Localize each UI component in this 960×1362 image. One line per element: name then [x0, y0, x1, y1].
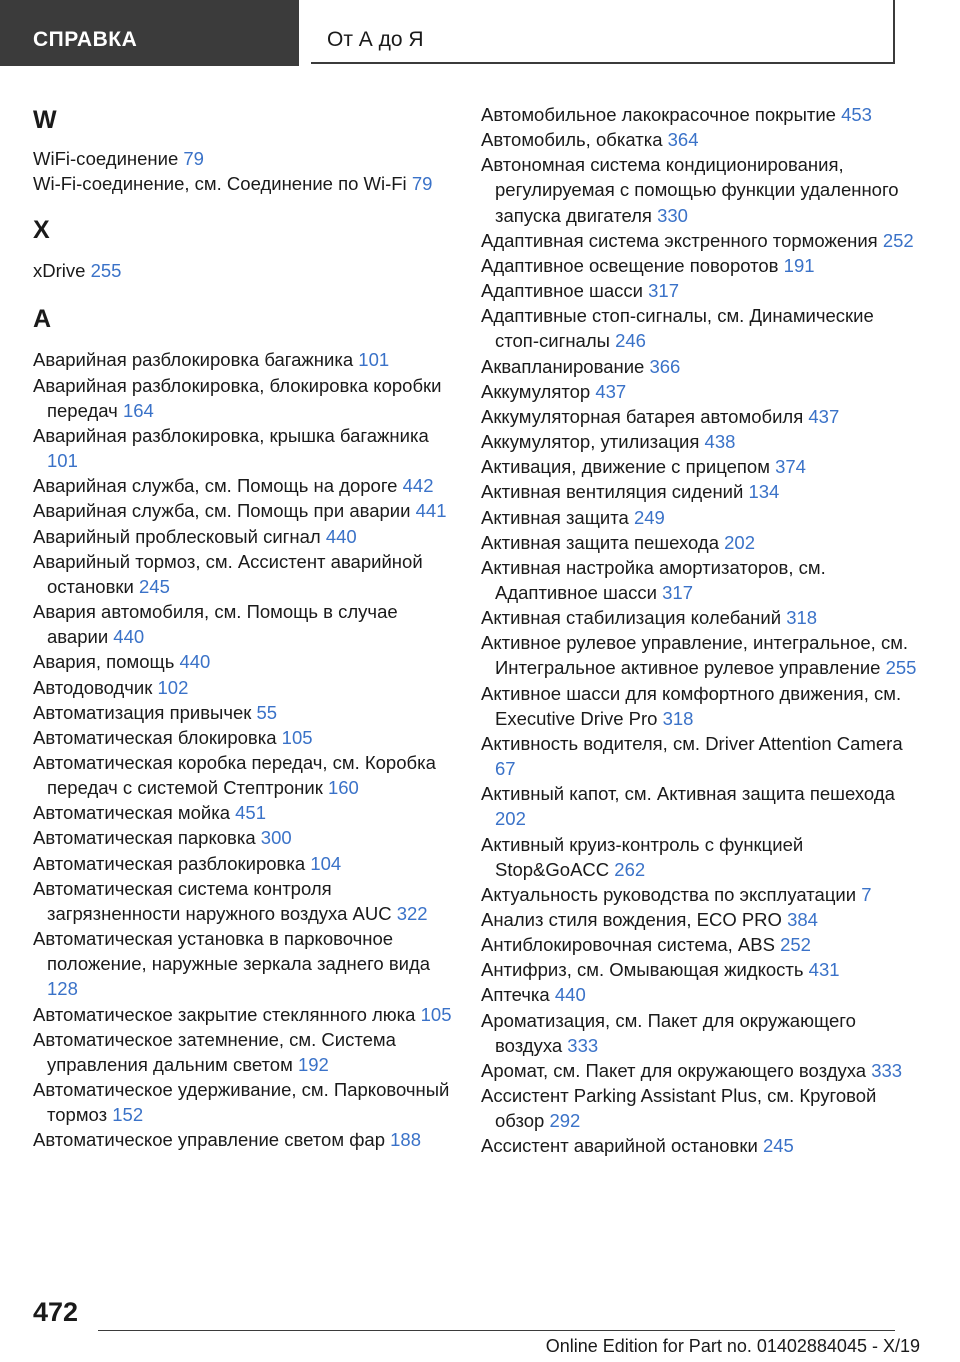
index-entry-text: Wi-Fi-соединение, см. Соединение по Wi-Fi — [33, 173, 407, 195]
index-group-a-right — [481, 102, 921, 1159]
index-entry — [481, 555, 921, 605]
index-entry-page-link[interactable]: 245 — [762, 1135, 794, 1157]
index-entry-page-link[interactable]: 440 — [179, 651, 211, 673]
index-entry-text: Автоматическая парковка — [33, 827, 256, 849]
index-column-left — [33, 100, 453, 1152]
index-entry-page-link[interactable]: 440 — [325, 525, 357, 547]
index-entry-text: Аварийная служба, см. Помощь на дороге — [33, 475, 398, 497]
index-entry — [33, 1002, 453, 1027]
index-entry — [33, 800, 453, 825]
index-entry-page-link[interactable]: 333 — [567, 1034, 599, 1056]
index-entry — [33, 549, 453, 599]
index-entry — [33, 825, 453, 850]
index-entry-page-link[interactable]: 252 — [882, 229, 914, 251]
index-entry-text: Ассистент аварийной остановки — [481, 1135, 758, 1157]
index-entry-text: Аптечка — [481, 984, 550, 1006]
index-entry-page-link[interactable]: 364 — [667, 129, 699, 151]
index-entry — [33, 750, 453, 800]
index-entry-page-link[interactable]: 384 — [787, 909, 818, 930]
index-entry-page-link[interactable]: 101 — [358, 349, 390, 371]
index-entry — [481, 253, 921, 278]
index-entry-text: Автоматизация привычек — [33, 701, 252, 723]
index-entry-page-link[interactable]: 318 — [662, 707, 694, 729]
index-entry — [481, 781, 921, 831]
page-header — [0, 0, 960, 66]
index-entry-text: Аварийная разблокировка, блокировка коробки передач — [33, 374, 442, 421]
index-entry-text: Адаптивное шасси — [481, 280, 643, 302]
index-entry-text: Активная защита пешехода — [481, 531, 719, 553]
index-entry-text: Активный круиз-контроль с функцией Stop&GoACC — [481, 833, 804, 880]
index-entry-text: Автоматическая мойка — [33, 802, 230, 824]
index-entry — [33, 725, 453, 750]
index-letter-w: W — [33, 106, 57, 134]
index-entry — [33, 599, 453, 649]
index-entry-page-link[interactable]: 255 — [885, 657, 917, 679]
index-entry-text: Аварийный проблесковый сигнал — [33, 525, 321, 547]
index-entry-text: Автоматическая блокировка — [33, 726, 277, 748]
index-entry-page-link[interactable]: 202 — [495, 808, 526, 830]
index-entry — [481, 379, 921, 404]
index-entry-page-link[interactable]: 431 — [808, 959, 840, 981]
index-entry-text: Автономная система кондиционирования, регулируемая с помощью функции удаленного запуска двигателя — [481, 154, 899, 226]
index-entry — [481, 630, 921, 680]
index-entry — [481, 479, 921, 504]
index-entry-text: Ароматизация, см. Пакет для окружающего воздуха — [481, 1009, 856, 1056]
index-entry — [33, 700, 453, 725]
index-entry — [33, 473, 453, 498]
index-entry-page-link[interactable]: 192 — [297, 1053, 329, 1075]
index-entry — [33, 1127, 453, 1152]
index-entry-text: Активная защита — [481, 506, 629, 528]
index-group-w — [33, 146, 453, 196]
index-entry-page-link[interactable]: 105 — [281, 726, 313, 748]
index-entry-text: Аккумуляторная батарея автомобиля — [481, 405, 804, 427]
section-tab: СПРАВКА — [0, 0, 299, 66]
index-entry-page-link[interactable]: 322 — [396, 902, 428, 924]
index-entry-page-link[interactable]: 438 — [704, 431, 736, 453]
index-letter-x: X — [33, 216, 50, 245]
index-entry — [33, 1077, 453, 1127]
index-entry — [481, 982, 921, 1007]
index-entry-page-link[interactable]: 79 — [411, 173, 433, 195]
index-entry-text: Автоматическая система контроля загрязненности наружного воздуха AUC — [33, 877, 392, 924]
index-entry — [33, 347, 453, 372]
index-entry — [481, 354, 921, 379]
index-entry — [33, 258, 453, 283]
index-entry-text: Автоматическая разблокировка — [33, 852, 306, 874]
index-entry-text: Активное шасси для комфортного движения, см. Executive Drive Pro — [481, 682, 902, 729]
index-entry — [481, 278, 921, 303]
chapter-tab: От А до Я — [311, 0, 895, 64]
index-entry-page-link[interactable]: 252 — [780, 934, 811, 956]
index-entry-text: Аквапланирование — [481, 355, 645, 377]
index-entry-page-link[interactable]: 451 — [235, 802, 266, 824]
footer-divider — [98, 1330, 895, 1331]
index-entry-page-link[interactable]: 437 — [595, 380, 627, 402]
index-entry-text: Актуальность руководства по эксплуатации — [481, 883, 857, 905]
index-entry — [481, 957, 921, 982]
index-entry-text: Активное рулевое управление, интегральное, см. Интегральное активное рулевое управление — [481, 632, 909, 679]
index-entry — [33, 1027, 453, 1077]
index-entry-text: Активная стабилизация колебаний — [481, 607, 782, 629]
index-entry — [481, 1008, 921, 1058]
index-entry-text: Активная вентиляция сидений — [481, 481, 744, 503]
index-entry-text: Аварийная разблокировка, крышка багажника — [33, 424, 429, 446]
index-entry — [33, 851, 453, 876]
index-entry-text: Активный капот, см. Активная защита пешехода — [481, 783, 895, 805]
index-entry-page-link[interactable]: 317 — [648, 280, 679, 302]
index-entry-text: Автоматическое удерживание, см. Парковочный тормоз — [33, 1079, 450, 1126]
index-entry-page-link[interactable]: 437 — [808, 405, 840, 427]
index-entry — [481, 932, 921, 957]
index-entry-page-link[interactable]: 55 — [256, 701, 278, 723]
index-entry — [481, 303, 921, 353]
index-entry-text: Авария, помощь — [33, 651, 175, 673]
index-entry-page-link[interactable]: 440 — [113, 626, 145, 648]
index-entry-text: Автомобильное лакокрасочное покрытие — [481, 104, 836, 125]
index-entry — [481, 832, 921, 882]
index-entry-text: Автоматическое затемнение, см. Система управления дальним светом — [33, 1028, 396, 1075]
index-entry-page-link[interactable]: 128 — [47, 978, 78, 1000]
index-entry-page-link[interactable]: 202 — [724, 531, 756, 553]
index-letter-a: A — [33, 305, 52, 334]
index-entry-page-link[interactable]: 7 — [861, 883, 872, 905]
index-entry-text: Автоматическая установка в парковочное положение, наружные зеркала заднего вида — [33, 928, 431, 975]
index-group-a-left — [33, 347, 453, 1152]
index-column-right — [481, 102, 921, 1159]
index-entry — [33, 373, 453, 423]
index-entry-text: Автодоводчик — [33, 676, 153, 698]
index-entry — [481, 731, 921, 781]
index-entry-page-link[interactable]: 191 — [783, 254, 815, 276]
index-entry — [481, 429, 921, 454]
index-entry-page-link[interactable]: 330 — [657, 204, 688, 226]
index-entry-text: Автомобиль, обкатка — [481, 129, 663, 151]
index-entry-page-link[interactable]: 246 — [615, 330, 646, 352]
index-entry — [33, 423, 453, 473]
index-entry-page-link[interactable]: 442 — [402, 475, 434, 497]
index-entry-text: Адаптивная система экстренного торможения — [481, 229, 878, 251]
index-entry-page-link[interactable]: 102 — [157, 676, 189, 698]
index-entry-page-link[interactable]: 104 — [310, 852, 342, 874]
index-entry-page-link[interactable]: 440 — [554, 984, 586, 1006]
index-entry-page-link[interactable]: 255 — [90, 260, 122, 282]
footer-edition: Online Edition for Part no. 01402884045 - X/19 — [545, 1336, 920, 1356]
index-entry — [481, 907, 921, 932]
index-entry-text: Активность водителя, см. Driver Attention Camera — [481, 732, 903, 754]
index-entry-text: Аккумулятор — [481, 380, 591, 402]
page-number: 472 — [33, 1297, 79, 1327]
index-entry — [33, 649, 453, 674]
index-entry — [481, 882, 921, 907]
index-entry-page-link[interactable]: 101 — [47, 450, 78, 472]
index-entry — [481, 681, 921, 731]
index-entry-text: Аромат, см. Пакет для окружающего воздуха — [481, 1059, 867, 1081]
index-entry-page-link[interactable]: 333 — [871, 1059, 903, 1081]
index-entry-page-link[interactable]: 318 — [786, 607, 818, 629]
index-entry-text: Анализ стиля вождения, ECO PRO — [481, 909, 782, 930]
index-entry — [481, 152, 921, 227]
index-entry — [481, 605, 921, 630]
index-entry-page-link[interactable]: 67 — [495, 758, 516, 780]
index-entry-page-link[interactable]: 245 — [139, 575, 170, 597]
index-entry — [481, 1058, 921, 1083]
index-entry-page-link[interactable]: 79 — [183, 148, 204, 169]
index-entry-text: Адаптивное освещение поворотов — [481, 254, 779, 276]
index-entry-text: Автоматическая коробка передач, см. Коробка передач с системой Стептроник — [33, 751, 436, 799]
index-entry — [481, 1083, 921, 1133]
index-entry-text: Адаптивные стоп-сигналы, см. Динамические стоп-сигналы — [481, 305, 874, 352]
index-entry-text: xDrive — [33, 260, 86, 282]
index-entry-page-link[interactable]: 300 — [260, 827, 292, 849]
index-entry-page-link[interactable]: 453 — [841, 104, 872, 125]
index-entry — [481, 530, 921, 555]
index-entry-page-link[interactable]: 105 — [420, 1003, 452, 1025]
index-entry-text: Автоматическое управление светом фар — [33, 1129, 385, 1151]
index-entry-text: Автоматическое закрытие стеклянного люка — [33, 1003, 416, 1025]
index-entry-page-link[interactable]: 366 — [649, 355, 681, 377]
index-entry-page-link[interactable]: 317 — [662, 581, 693, 603]
index-entry-text: Антиблокировочная система, ABS — [481, 934, 775, 956]
index-entry — [481, 454, 921, 479]
index-entry — [33, 146, 453, 171]
index-group-x — [33, 258, 453, 283]
index-entry-page-link[interactable]: 262 — [614, 858, 646, 880]
index-entry-page-link[interactable]: 249 — [633, 506, 665, 528]
index-entry-text: Ассистент Parking Assistant Plus, см. Круговой обзор — [481, 1085, 877, 1132]
index-entry-page-link[interactable]: 160 — [327, 777, 359, 799]
index-entry-text: Аварийная служба, см. Помощь при аварии — [33, 500, 411, 522]
index-entry-page-link[interactable]: 134 — [748, 481, 780, 503]
index-entry-text: WiFi-соединение — [33, 148, 179, 169]
index-entry-page-link[interactable]: 374 — [775, 456, 806, 478]
index-entry — [481, 228, 921, 253]
index-entry-text: Антифриз, см. Омывающая жидкость — [481, 959, 804, 981]
index-entry-page-link[interactable]: 292 — [549, 1110, 581, 1132]
index-entry-text: Аварийный тормоз, см. Ассистент аварийной остановки — [33, 550, 423, 597]
index-entry-text: Аккумулятор, утилизация — [481, 431, 700, 453]
index-entry — [33, 926, 453, 1001]
index-entry-text: Аварийная разблокировка багажника — [33, 349, 354, 371]
index-entry-page-link[interactable]: 152 — [112, 1104, 144, 1126]
index-entry — [33, 876, 453, 926]
index-entry — [33, 524, 453, 549]
index-entry-text: Авария автомобиля, см. Помощь в случае аварии — [33, 601, 398, 648]
index-entry-text: Активная настройка амортизаторов, см. Адаптивное шасси — [481, 556, 826, 603]
index-entry-page-link[interactable]: 441 — [415, 500, 447, 522]
index-entry-page-link[interactable]: 188 — [390, 1129, 422, 1151]
index-entry — [481, 404, 921, 429]
index-entry — [481, 127, 921, 152]
index-entry — [33, 675, 453, 700]
index-entry — [481, 1133, 921, 1158]
index-entry — [33, 171, 453, 196]
index-entry — [33, 498, 453, 523]
index-entry — [481, 102, 921, 127]
index-entry-text: Активация, движение с прицепом — [481, 456, 770, 478]
index-entry-page-link[interactable]: 164 — [122, 399, 154, 421]
index-entry — [481, 505, 921, 530]
